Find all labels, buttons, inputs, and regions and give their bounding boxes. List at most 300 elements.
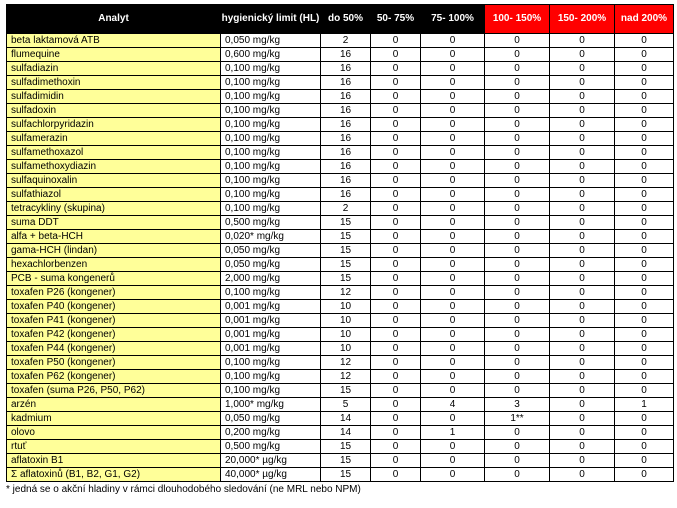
- count-cell: 0: [550, 188, 615, 202]
- table-row: [7, 48, 674, 62]
- count-cell: 0: [550, 244, 615, 258]
- limit-cell: 0,100 mg/kg: [221, 160, 321, 174]
- limit-cell: 1,000* mg/kg: [221, 398, 321, 412]
- limit-cell: 0,100 mg/kg: [221, 356, 321, 370]
- table-row: [7, 412, 674, 426]
- count-cell: 0: [550, 370, 615, 384]
- table-body: [7, 34, 674, 482]
- count-cell: 0: [371, 132, 421, 146]
- table-row: [7, 202, 674, 216]
- limit-cell: 0,100 mg/kg: [221, 90, 321, 104]
- count-cell: 0: [615, 258, 674, 272]
- count-cell: 0: [485, 426, 550, 440]
- limit-cell: 20,000* µg/kg: [221, 454, 321, 468]
- count-cell: 0: [371, 286, 421, 300]
- count-cell: 0: [550, 286, 615, 300]
- count-cell: 10: [321, 342, 371, 356]
- count-cell: 16: [321, 104, 371, 118]
- table-row: [7, 454, 674, 468]
- count-cell: 16: [321, 90, 371, 104]
- count-cell: 0: [371, 258, 421, 272]
- limit-cell: 0,100 mg/kg: [221, 62, 321, 76]
- count-cell: 0: [421, 356, 485, 370]
- count-cell: 0: [371, 314, 421, 328]
- count-cell: 0: [421, 300, 485, 314]
- table-row: [7, 272, 674, 286]
- count-cell: 0: [615, 174, 674, 188]
- count-cell: 0: [485, 174, 550, 188]
- column-header: nad 200%: [615, 5, 674, 34]
- count-cell: 0: [615, 216, 674, 230]
- analyte-cell: toxafen P50 (kongener): [7, 356, 221, 370]
- count-cell: 0: [550, 454, 615, 468]
- column-header: hygienický limit (HL): [221, 5, 321, 34]
- count-cell: 12: [321, 356, 371, 370]
- column-header: do 50%: [321, 5, 371, 34]
- count-cell: 0: [371, 440, 421, 454]
- count-cell: 0: [371, 34, 421, 48]
- column-header: Analyt: [7, 5, 221, 34]
- count-cell: 0: [371, 272, 421, 286]
- limit-cell: 0,100 mg/kg: [221, 132, 321, 146]
- table-row: [7, 356, 674, 370]
- analyte-cell: flumequine: [7, 48, 221, 62]
- count-cell: 0: [421, 48, 485, 62]
- limit-cell: 2,000 mg/kg: [221, 272, 321, 286]
- limit-cell: 0,050 mg/kg: [221, 34, 321, 48]
- limit-cell: 0,500 mg/kg: [221, 216, 321, 230]
- count-cell: 0: [615, 90, 674, 104]
- limit-cell: 0,001 mg/kg: [221, 314, 321, 328]
- analyte-cell: sulfaquinoxalin: [7, 174, 221, 188]
- count-cell: 0: [615, 454, 674, 468]
- analyte-cell: toxafen P62 (kongener): [7, 370, 221, 384]
- count-cell: 0: [371, 454, 421, 468]
- count-cell: 1: [421, 426, 485, 440]
- count-cell: 0: [421, 454, 485, 468]
- analyte-cell: beta laktamová ATB: [7, 34, 221, 48]
- limit-cell: 0,050 mg/kg: [221, 412, 321, 426]
- count-cell: 0: [550, 412, 615, 426]
- count-cell: 0: [615, 286, 674, 300]
- table-row: [7, 440, 674, 454]
- count-cell: 0: [485, 468, 550, 482]
- count-cell: 0: [371, 160, 421, 174]
- count-cell: 0: [615, 328, 674, 342]
- table-row: [7, 244, 674, 258]
- count-cell: 0: [421, 384, 485, 398]
- table-row: [7, 314, 674, 328]
- count-cell: 0: [615, 370, 674, 384]
- count-cell: 0: [550, 384, 615, 398]
- count-cell: 15: [321, 384, 371, 398]
- analyte-cell: toxafen P41 (kongener): [7, 314, 221, 328]
- count-cell: 0: [371, 244, 421, 258]
- footnote: * jedná se o akční hladiny v rámci dlouhodobého sledování (ne MRL nebo NPM): [6, 484, 361, 495]
- results-table: [6, 4, 674, 482]
- limit-cell: 40,000* µg/kg: [221, 468, 321, 482]
- count-cell: 0: [421, 90, 485, 104]
- count-cell: 15: [321, 216, 371, 230]
- table-row: [7, 132, 674, 146]
- count-cell: 0: [371, 342, 421, 356]
- count-cell: 0: [421, 188, 485, 202]
- count-cell: 0: [421, 412, 485, 426]
- table-row: [7, 468, 674, 482]
- analyte-cell: toxafen P40 (kongener): [7, 300, 221, 314]
- count-cell: 15: [321, 440, 371, 454]
- count-cell: 0: [421, 286, 485, 300]
- count-cell: 0: [615, 188, 674, 202]
- count-cell: 0: [485, 286, 550, 300]
- count-cell: 0: [615, 440, 674, 454]
- count-cell: 0: [371, 216, 421, 230]
- count-cell: 2: [321, 202, 371, 216]
- count-cell: 0: [371, 356, 421, 370]
- count-cell: 16: [321, 48, 371, 62]
- table-row: [7, 230, 674, 244]
- count-cell: 0: [371, 328, 421, 342]
- table-row: [7, 398, 674, 412]
- count-cell: 14: [321, 426, 371, 440]
- count-cell: 15: [321, 230, 371, 244]
- table-row: [7, 426, 674, 440]
- count-cell: 16: [321, 160, 371, 174]
- count-cell: 0: [615, 468, 674, 482]
- count-cell: 0: [550, 272, 615, 286]
- limit-cell: 0,001 mg/kg: [221, 328, 321, 342]
- analyte-cell: sulfamerazin: [7, 132, 221, 146]
- count-cell: 0: [485, 202, 550, 216]
- count-cell: 0: [485, 342, 550, 356]
- count-cell: 15: [321, 272, 371, 286]
- count-cell: 0: [371, 118, 421, 132]
- count-cell: 0: [485, 188, 550, 202]
- count-cell: 0: [371, 230, 421, 244]
- count-cell: 16: [321, 146, 371, 160]
- count-cell: 0: [371, 384, 421, 398]
- count-cell: 0: [485, 370, 550, 384]
- analyte-cell: sulfamethoxydiazin: [7, 160, 221, 174]
- count-cell: 0: [550, 314, 615, 328]
- count-cell: 0: [550, 300, 615, 314]
- count-cell: 0: [371, 174, 421, 188]
- count-cell: 15: [321, 454, 371, 468]
- count-cell: 0: [485, 314, 550, 328]
- count-cell: 12: [321, 286, 371, 300]
- count-cell: 0: [421, 468, 485, 482]
- table-row: [7, 188, 674, 202]
- count-cell: 15: [321, 258, 371, 272]
- table-row: [7, 118, 674, 132]
- count-cell: 0: [485, 454, 550, 468]
- count-cell: 2: [321, 34, 371, 48]
- count-cell: 0: [485, 272, 550, 286]
- count-cell: 0: [615, 202, 674, 216]
- count-cell: 0: [615, 314, 674, 328]
- limit-cell: 0,100 mg/kg: [221, 174, 321, 188]
- count-cell: 0: [485, 440, 550, 454]
- count-cell: 0: [615, 384, 674, 398]
- count-cell: 0: [485, 244, 550, 258]
- count-cell: 16: [321, 62, 371, 76]
- count-cell: 0: [421, 216, 485, 230]
- count-cell: 0: [421, 258, 485, 272]
- column-header: 75- 100%: [421, 5, 485, 34]
- count-cell: 0: [485, 216, 550, 230]
- limit-cell: 0,050 mg/kg: [221, 244, 321, 258]
- analyte-cell: hexachlorbenzen: [7, 258, 221, 272]
- count-cell: 0: [485, 118, 550, 132]
- count-cell: 0: [421, 160, 485, 174]
- limit-cell: 0,600 mg/kg: [221, 48, 321, 62]
- table-row: [7, 62, 674, 76]
- count-cell: 0: [550, 146, 615, 160]
- count-cell: 0: [371, 62, 421, 76]
- count-cell: 0: [485, 300, 550, 314]
- count-cell: 0: [485, 356, 550, 370]
- count-cell: 0: [485, 160, 550, 174]
- count-cell: 0: [550, 230, 615, 244]
- count-cell: 0: [550, 258, 615, 272]
- analyte-cell: toxafen P44 (kongener): [7, 342, 221, 356]
- count-cell: 0: [550, 62, 615, 76]
- count-cell: 0: [550, 202, 615, 216]
- count-cell: 0: [550, 328, 615, 342]
- count-cell: 0: [485, 76, 550, 90]
- analyte-cell: aflatoxin B1: [7, 454, 221, 468]
- count-cell: 4: [421, 398, 485, 412]
- table-row: [7, 90, 674, 104]
- table-row: [7, 216, 674, 230]
- table-row: [7, 104, 674, 118]
- count-cell: 0: [550, 426, 615, 440]
- count-cell: 0: [371, 468, 421, 482]
- count-cell: 10: [321, 314, 371, 328]
- count-cell: 1**: [485, 412, 550, 426]
- table-row: [7, 160, 674, 174]
- analyte-cell: Σ aflatoxinů (B1, B2, G1, G2): [7, 468, 221, 482]
- count-cell: 0: [421, 272, 485, 286]
- count-cell: 0: [371, 48, 421, 62]
- count-cell: 0: [421, 174, 485, 188]
- count-cell: 0: [615, 426, 674, 440]
- count-cell: 0: [485, 230, 550, 244]
- count-cell: 10: [321, 300, 371, 314]
- limit-cell: 0,100 mg/kg: [221, 146, 321, 160]
- count-cell: 5: [321, 398, 371, 412]
- column-header: 50- 75%: [371, 5, 421, 34]
- count-cell: 0: [421, 370, 485, 384]
- count-cell: 0: [615, 146, 674, 160]
- table-row: [7, 146, 674, 160]
- count-cell: 0: [421, 76, 485, 90]
- analyte-cell: sulfathiazol: [7, 188, 221, 202]
- limit-cell: 0,100 mg/kg: [221, 188, 321, 202]
- count-cell: 0: [615, 342, 674, 356]
- count-cell: 16: [321, 132, 371, 146]
- count-cell: 0: [421, 342, 485, 356]
- count-cell: 0: [615, 412, 674, 426]
- count-cell: 0: [421, 328, 485, 342]
- limit-cell: 0,500 mg/kg: [221, 440, 321, 454]
- table-row: [7, 286, 674, 300]
- count-cell: 0: [371, 76, 421, 90]
- analyte-cell: sulfadoxin: [7, 104, 221, 118]
- limit-cell: 0,100 mg/kg: [221, 286, 321, 300]
- count-cell: 16: [321, 76, 371, 90]
- count-cell: 0: [550, 48, 615, 62]
- analyte-cell: sulfamethoxazol: [7, 146, 221, 160]
- analyte-cell: toxafen P42 (kongener): [7, 328, 221, 342]
- count-cell: 15: [321, 468, 371, 482]
- count-cell: 0: [550, 118, 615, 132]
- count-cell: 0: [550, 356, 615, 370]
- count-cell: 0: [550, 216, 615, 230]
- count-cell: 0: [421, 34, 485, 48]
- count-cell: 0: [371, 412, 421, 426]
- count-cell: 0: [615, 230, 674, 244]
- count-cell: 0: [550, 440, 615, 454]
- count-cell: 0: [550, 468, 615, 482]
- count-cell: 0: [615, 34, 674, 48]
- analyte-cell: arzén: [7, 398, 221, 412]
- count-cell: 0: [615, 62, 674, 76]
- limit-cell: 0,100 mg/kg: [221, 370, 321, 384]
- count-cell: 0: [550, 398, 615, 412]
- count-cell: 0: [615, 160, 674, 174]
- analyte-cell: rtuť: [7, 440, 221, 454]
- count-cell: 0: [421, 202, 485, 216]
- count-cell: 0: [421, 440, 485, 454]
- column-header: 100- 150%: [485, 5, 550, 34]
- count-cell: 15: [321, 244, 371, 258]
- count-cell: 0: [421, 314, 485, 328]
- count-cell: 16: [321, 188, 371, 202]
- limit-cell: 0,001 mg/kg: [221, 300, 321, 314]
- count-cell: 0: [615, 132, 674, 146]
- count-cell: 0: [550, 342, 615, 356]
- count-cell: 3: [485, 398, 550, 412]
- count-cell: 0: [485, 146, 550, 160]
- count-cell: 0: [485, 328, 550, 342]
- count-cell: 0: [485, 62, 550, 76]
- count-cell: 0: [615, 104, 674, 118]
- analyte-cell: toxafen (suma P26, P50, P62): [7, 384, 221, 398]
- analyte-cell: PCB - suma kongenerů: [7, 272, 221, 286]
- count-cell: 0: [371, 188, 421, 202]
- count-cell: 0: [550, 104, 615, 118]
- analyte-cell: toxafen P26 (kongener): [7, 286, 221, 300]
- analyte-cell: sulfadiazin: [7, 62, 221, 76]
- table-row: [7, 258, 674, 272]
- header-row: [7, 5, 674, 34]
- count-cell: 0: [371, 146, 421, 160]
- count-cell: 16: [321, 174, 371, 188]
- analyte-cell: kadmium: [7, 412, 221, 426]
- limit-cell: 0,100 mg/kg: [221, 76, 321, 90]
- count-cell: 14: [321, 412, 371, 426]
- table-row: [7, 342, 674, 356]
- count-cell: 0: [371, 370, 421, 384]
- count-cell: 0: [485, 132, 550, 146]
- count-cell: 12: [321, 370, 371, 384]
- analyte-cell: sulfadimidin: [7, 90, 221, 104]
- count-cell: 0: [550, 132, 615, 146]
- analyte-cell: alfa + beta-HCH: [7, 230, 221, 244]
- count-cell: 0: [550, 76, 615, 90]
- analyte-cell: sulfadimethoxin: [7, 76, 221, 90]
- count-cell: 0: [421, 244, 485, 258]
- count-cell: 0: [371, 300, 421, 314]
- count-cell: 10: [321, 328, 371, 342]
- limit-cell: 0,100 mg/kg: [221, 202, 321, 216]
- count-cell: 0: [421, 104, 485, 118]
- analyte-cell: olovo: [7, 426, 221, 440]
- results-table-container: [6, 4, 673, 495]
- count-cell: 0: [371, 426, 421, 440]
- table-row: [7, 174, 674, 188]
- count-cell: 0: [615, 48, 674, 62]
- limit-cell: 0,100 mg/kg: [221, 118, 321, 132]
- count-cell: 0: [615, 76, 674, 90]
- table-row: [7, 328, 674, 342]
- count-cell: 1: [615, 398, 674, 412]
- count-cell: 0: [550, 34, 615, 48]
- count-cell: 0: [615, 272, 674, 286]
- count-cell: 0: [421, 132, 485, 146]
- limit-cell: 0,100 mg/kg: [221, 384, 321, 398]
- count-cell: 0: [550, 160, 615, 174]
- count-cell: 0: [615, 300, 674, 314]
- count-cell: 0: [421, 118, 485, 132]
- limit-cell: 0,050 mg/kg: [221, 258, 321, 272]
- analyte-cell: tetracykliny (skupina): [7, 202, 221, 216]
- count-cell: 0: [371, 202, 421, 216]
- limit-cell: 0,100 mg/kg: [221, 104, 321, 118]
- table-row: [7, 370, 674, 384]
- count-cell: 0: [485, 34, 550, 48]
- column-header: 150- 200%: [550, 5, 615, 34]
- count-cell: 0: [421, 62, 485, 76]
- table-row: [7, 76, 674, 90]
- count-cell: 0: [550, 90, 615, 104]
- count-cell: 0: [485, 384, 550, 398]
- table-row: [7, 384, 674, 398]
- analyte-cell: suma DDT: [7, 216, 221, 230]
- count-cell: 0: [371, 90, 421, 104]
- table-row: [7, 34, 674, 48]
- table-row: [7, 300, 674, 314]
- count-cell: 0: [421, 146, 485, 160]
- count-cell: 0: [421, 230, 485, 244]
- count-cell: 0: [485, 104, 550, 118]
- limit-cell: 0,020* mg/kg: [221, 230, 321, 244]
- analyte-cell: gama-HCH (lindan): [7, 244, 221, 258]
- count-cell: 0: [615, 356, 674, 370]
- limit-cell: 0,001 mg/kg: [221, 342, 321, 356]
- count-cell: 0: [550, 174, 615, 188]
- count-cell: 0: [485, 258, 550, 272]
- count-cell: 0: [485, 90, 550, 104]
- count-cell: 0: [485, 48, 550, 62]
- count-cell: 0: [371, 398, 421, 412]
- count-cell: 0: [371, 104, 421, 118]
- count-cell: 0: [615, 244, 674, 258]
- limit-cell: 0,200 mg/kg: [221, 426, 321, 440]
- count-cell: 0: [615, 118, 674, 132]
- count-cell: 16: [321, 118, 371, 132]
